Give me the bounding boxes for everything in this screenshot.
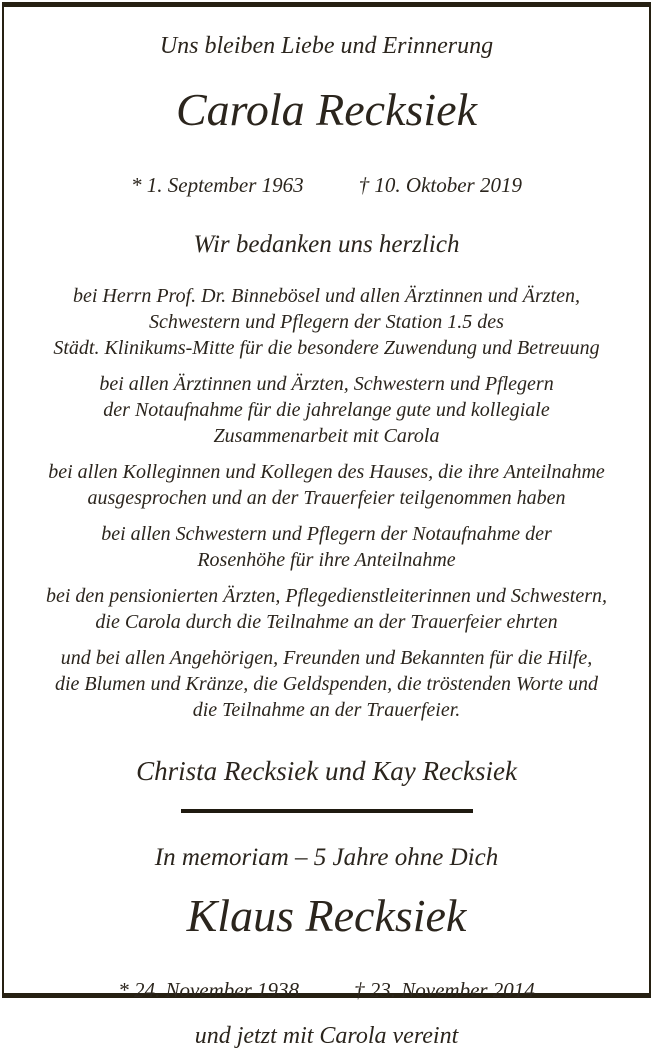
paragraph-line: ausgesprochen und an der Trauerfeier teilgenommen haben: [87, 486, 566, 509]
paragraph-line: die Blumen und Kränze, die Geldspenden, die tröstenden Worte und: [54, 672, 599, 695]
thanks-paragraph: [4, 521, 649, 573]
paragraph-line: bei allen Schwestern und Pflegern der Notaufnahme der: [101, 522, 552, 545]
paragraph-line: bei Herrn Prof. Dr. Binnebösel und allen Ärztinnen und Ärzten,: [73, 284, 580, 307]
thanks-paragraph: [4, 583, 649, 635]
thanks-paragraph: [4, 459, 649, 511]
thanks-heading: Wir bedanken uns herzlich: [193, 230, 460, 258]
paragraph-line: die Teilnahme an der Trauerfeier.: [192, 698, 461, 721]
paragraph-line: die Carola durch die Teilnahme an der Trauerfeier ehrten: [95, 610, 558, 633]
birth-date: * 1. September 1963: [131, 172, 304, 197]
paragraph-line: der Notaufnahme für die jahrelange gute und kollegiale: [103, 398, 550, 421]
paragraph-line: Schwestern und Pflegern der Station 1.5 des: [149, 310, 504, 333]
thanks-paragraph: [4, 645, 649, 723]
memoriam-birth-date: * 24. November 1938: [118, 978, 299, 1003]
deceased-name: Carola Recksiek: [175, 84, 478, 135]
paragraph-line: bei den pensionierten Ärzten, Pflegedienstleiterinnen und Schwestern,: [46, 584, 607, 607]
thanks-paragraphs: [4, 283, 649, 723]
paragraph-line: Zusammenarbeit mit Carola: [213, 424, 440, 447]
mourners-signature: Christa Recksiek und Kay Recksiek: [136, 755, 517, 786]
memoriam-name: Klaus Recksiek: [186, 889, 467, 941]
deceased-dates: [4, 170, 649, 200]
closing-line: und jetzt mit Carola vereint: [194, 1023, 459, 1050]
section-divider: [181, 809, 473, 813]
thanks-paragraph: [4, 371, 649, 449]
obituary-frame: [2, 2, 651, 1050]
memoriam-line: In memoriam – 5 Jahre ohne Dich: [154, 843, 499, 871]
memoriam-death-date: † 23. November 2014: [354, 978, 535, 1003]
memoriam-dates: [4, 975, 649, 1005]
paragraph-line: Städt. Klinikums-Mitte für die besondere Zuwendung und Betreuung: [53, 336, 600, 359]
opening-line: Uns bleiben Liebe und Erinnerung: [159, 33, 494, 59]
paragraph-line: Rosenhöhe für ihre Anteilnahme: [197, 548, 456, 571]
paragraph-line: bei allen Ärztinnen und Ärzten, Schwestern und Pflegern: [99, 372, 554, 395]
paragraph-line: bei allen Kolleginnen und Kollegen des Hauses, die ihre Anteilnahme: [48, 460, 605, 483]
death-date: † 10. Oktober 2019: [358, 172, 522, 197]
paragraph-line: und bei allen Angehörigen, Freunden und Bekannten für die Hilfe,: [60, 646, 593, 669]
thanks-paragraph: [4, 283, 649, 361]
